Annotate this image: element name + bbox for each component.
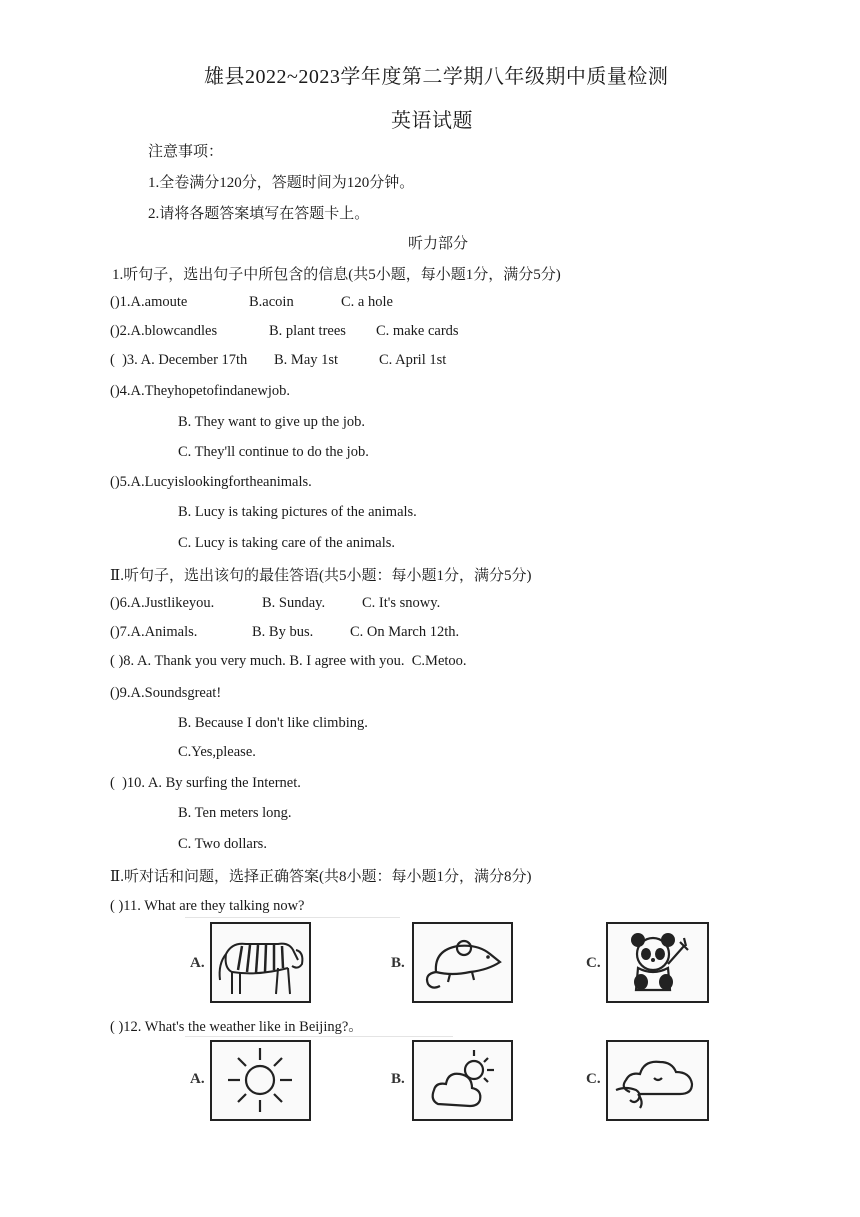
- q6-option-b: B. Sunday.: [262, 595, 326, 611]
- panda-icon: [608, 924, 707, 1001]
- q3-stem: ( )3. A. December 17th: [110, 352, 248, 368]
- q2-stem: ()2.A.blowcandles: [110, 323, 218, 339]
- q3-option-c: C. April 1st: [379, 352, 447, 368]
- q12-label-c: C.: [586, 1071, 601, 1087]
- windy-cloud-icon: [608, 1042, 707, 1119]
- mouse-icon: [414, 924, 511, 1001]
- q6-stem: ()6.A.Justlikeyou.: [110, 595, 215, 611]
- q11-stem: ( )11. What are they talking now?: [110, 898, 305, 914]
- q11-label-b: B.: [391, 955, 405, 971]
- scan-artifact-line: [185, 1036, 453, 1037]
- q11-option-b-image: [412, 922, 513, 1003]
- q12-option-c-image: [606, 1040, 709, 1121]
- q7-stem: ()7.A.Animals.: [110, 624, 198, 640]
- q12-option-b-image: [412, 1040, 513, 1121]
- q2-option-b: B. plant trees: [269, 323, 346, 339]
- q4-stem: ()4.A.Theyhopetofindanewjob.: [110, 383, 290, 399]
- q5-stem: ()5.A.Lucyislookingfortheanimals.: [110, 474, 312, 490]
- notice-heading: 注意事项：: [148, 144, 224, 160]
- q11-option-c-image: [606, 922, 709, 1003]
- notice-item-2: 2.请将各题答案填写在答题卡上。: [148, 206, 370, 222]
- q6-option-c: C. It's snowy.: [362, 595, 441, 611]
- tiger-icon: [212, 924, 309, 1001]
- notice-item-1: 1.全卷满分120分，答题时间为120分钟。: [148, 175, 415, 191]
- q8-stem: ( )8. A. Thank you very much. B. I agree with you. C.Metoo.: [110, 653, 467, 669]
- q12-stem: ( )12. What's the weather like in Beijing?。: [110, 1019, 363, 1035]
- part2-heading: Ⅱ.听句子，选出该句的最佳答语(共5小题：每小题1分，满分5分): [110, 568, 532, 584]
- q10-option-c: C. Two dollars.: [178, 836, 267, 852]
- page-title: 雄县2022~2023学年度第二学期八年级期中质量检测: [204, 66, 669, 88]
- q12-label-a: A.: [190, 1071, 205, 1087]
- q4-option-c: C. They'll continue to do the job.: [178, 444, 369, 460]
- q12-label-b: B.: [391, 1071, 405, 1087]
- part1-heading: 1.听句子，选出句子中所包含的信息(共5小题，每小题1分，满分5分): [112, 267, 561, 283]
- page-subtitle: 英语试题: [391, 110, 473, 132]
- scan-artifact-line: [185, 917, 400, 918]
- q9-option-c: C.Yes,please.: [178, 744, 256, 760]
- q1-option-c: C. a hole: [341, 294, 393, 310]
- q10-stem: ( )10. A. By surfing the Internet.: [110, 775, 301, 791]
- q7-option-b: B. By bus.: [252, 624, 314, 640]
- sun-icon: [212, 1042, 309, 1119]
- q3-option-b: B. May 1st: [274, 352, 339, 368]
- cloud-sun-icon: [414, 1042, 511, 1119]
- part3-heading: Ⅱ.听对话和问题，选择正确答案(共8小题：每小题1分，满分8分): [110, 869, 532, 885]
- q5-option-b: B. Lucy is taking pictures of the animals.: [178, 504, 417, 520]
- section-title: 听力部分: [408, 236, 469, 252]
- q5-option-c: C. Lucy is taking care of the animals.: [178, 535, 396, 551]
- q7-option-c: C. On March 12th.: [350, 624, 460, 640]
- q11-label-c: C.: [586, 955, 601, 971]
- q9-option-b: B. Because I don't like climbing.: [178, 715, 368, 731]
- q12-option-a-image: [210, 1040, 311, 1121]
- q1-option-b: B.acoin: [249, 294, 294, 310]
- q4-option-b: B. They want to give up the job.: [178, 414, 365, 430]
- q10-option-b: B. Ten meters long.: [178, 805, 292, 821]
- q11-label-a: A.: [190, 955, 205, 971]
- q11-option-a-image: [210, 922, 311, 1003]
- q9-stem: ()9.A.Soundsgreat!: [110, 685, 222, 701]
- q1-stem: ()1.A.amoute: [110, 294, 188, 310]
- q2-option-c: C. make cards: [376, 323, 459, 339]
